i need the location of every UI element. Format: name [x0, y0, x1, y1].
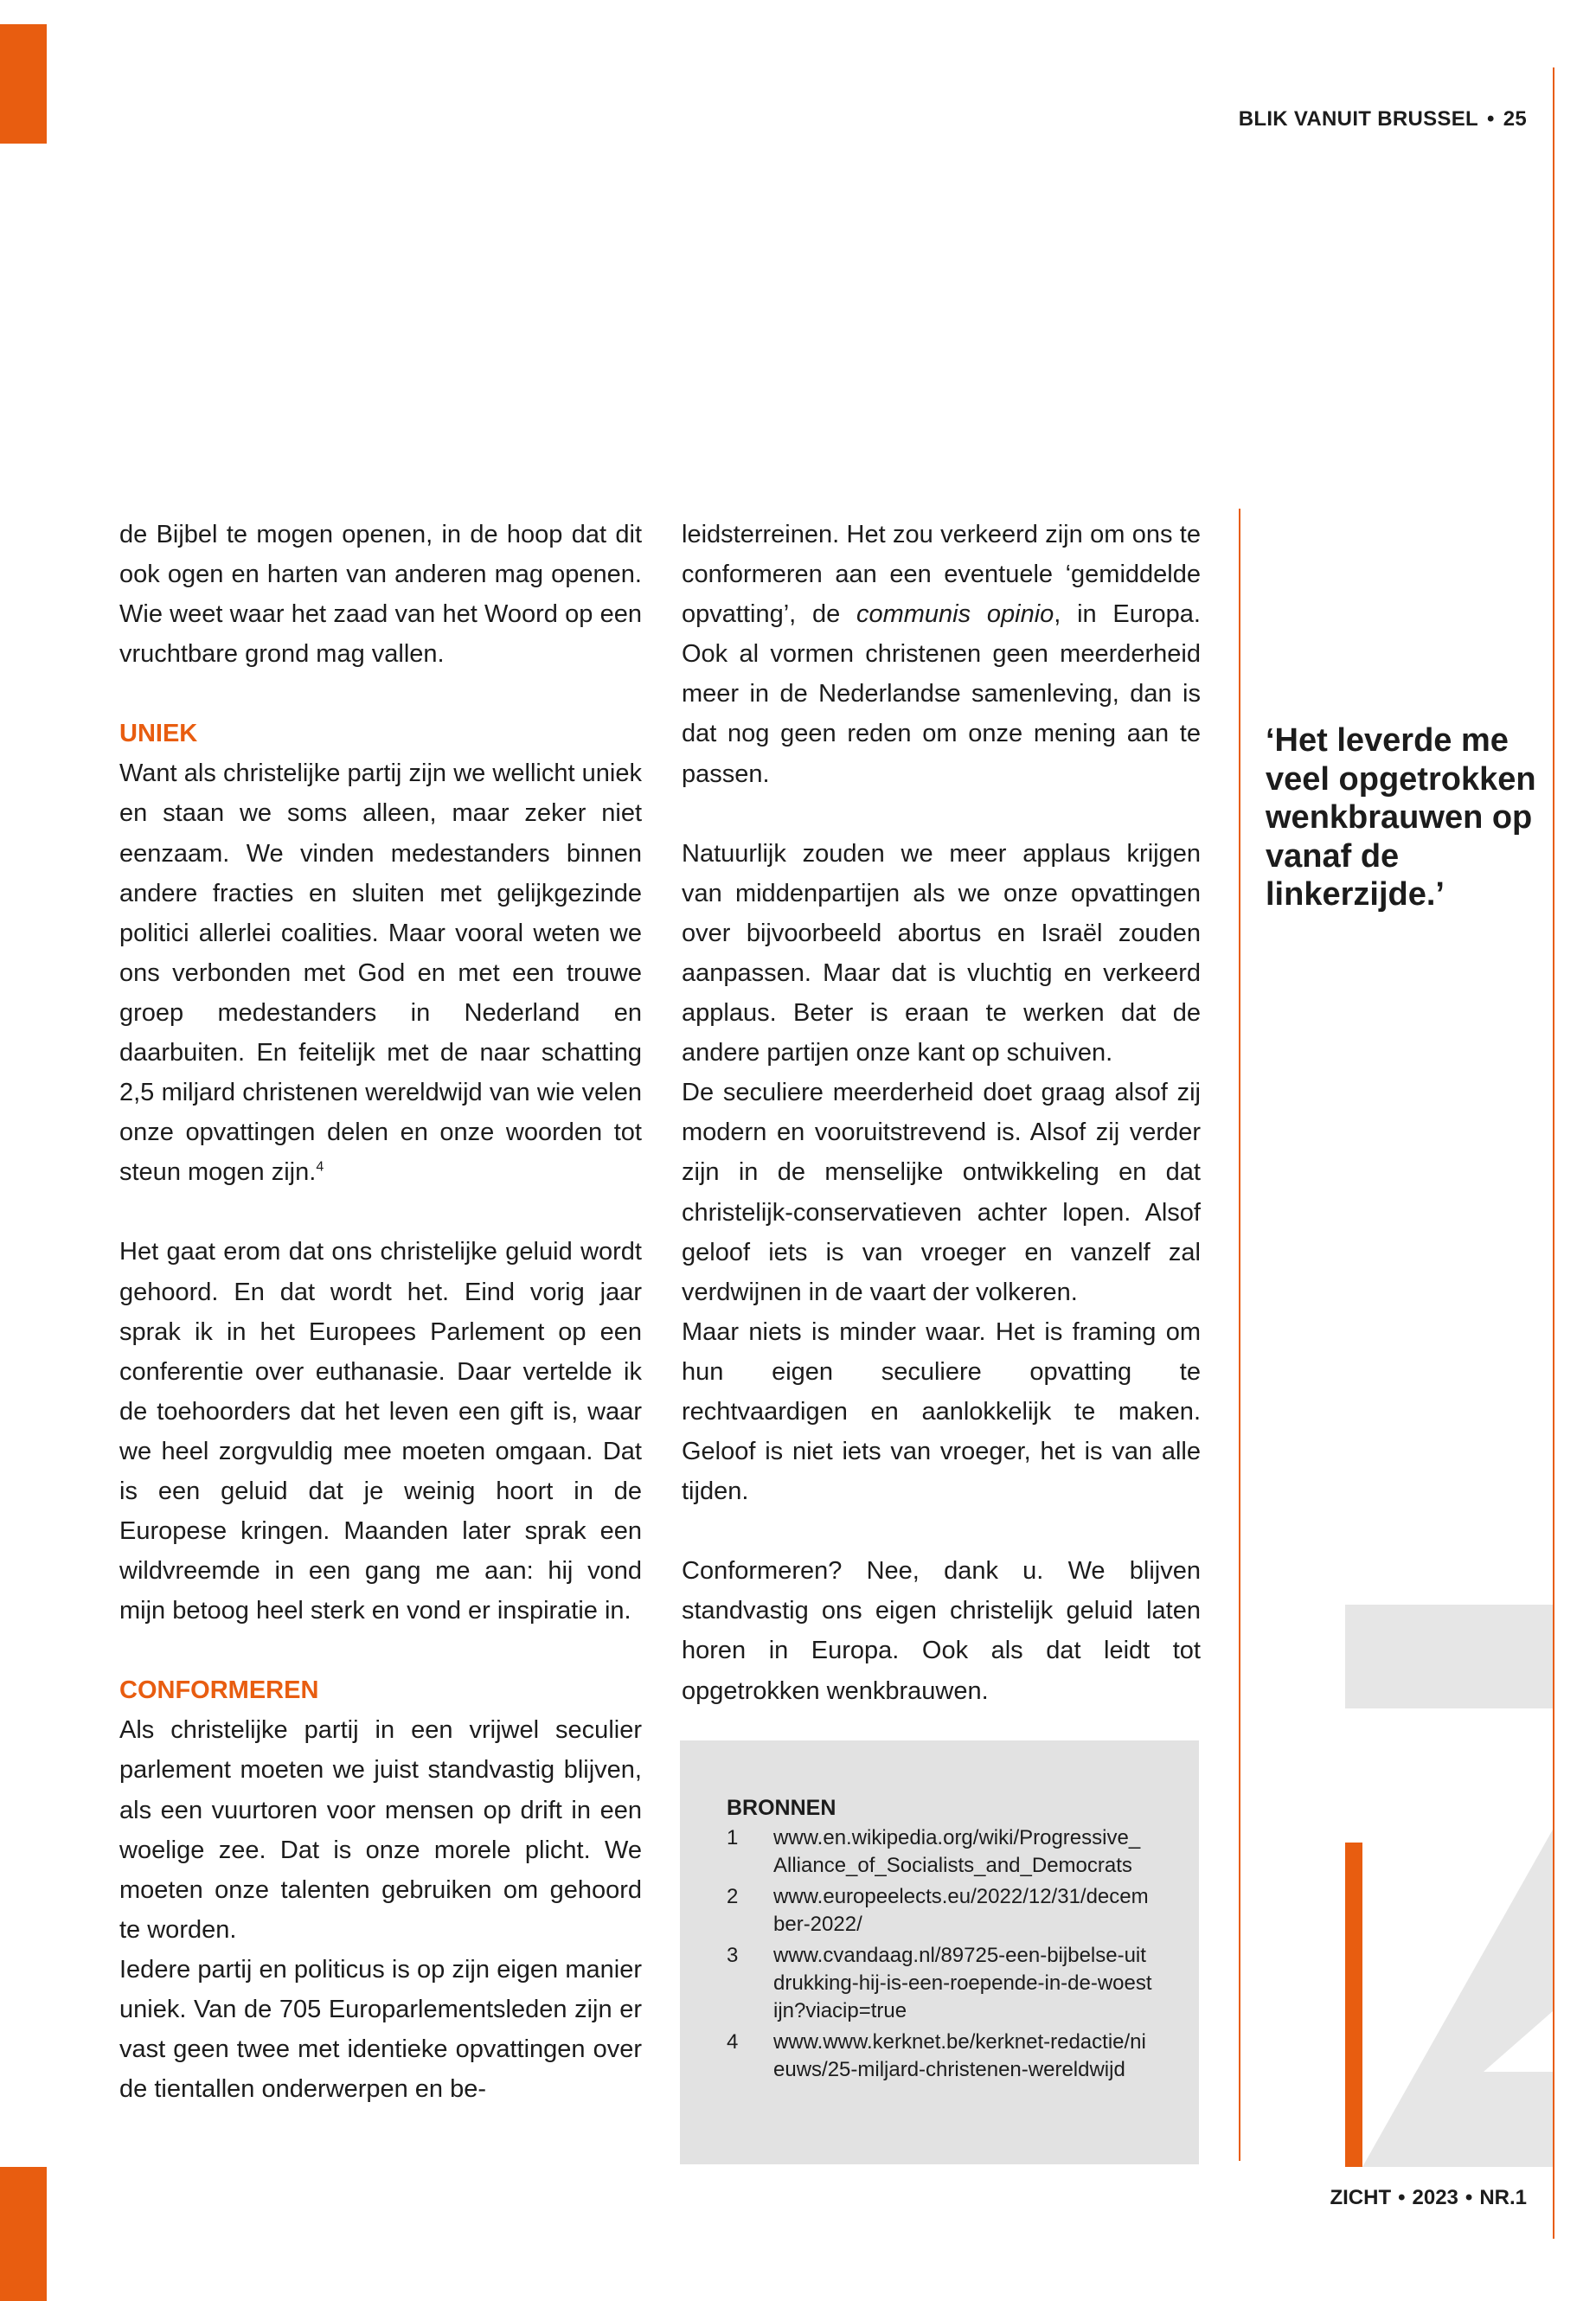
conform-paragraph — [682, 515, 1201, 794]
conclusion-paragraph: Conformeren? Nee, dank u. We blijven standvastig ons eigen christelijk geluid laten horen in Europa. Ook als dat leidt tot opgetrokken wenkbrauwen. — [682, 1557, 1201, 1705]
bottom-left-accent-bar — [0, 2167, 47, 2301]
uniek-paragraph — [119, 753, 642, 1192]
uniek-text: Want als christelijke partij zijn we wellicht uniek en staan we soms alleen, maar zeker niet eenzaam. We vinden medestanders binnen andere fracties en sluiten met gelijkgezinde politici allerlei coalities. Maar vooral weten we ons verbonden met God en met een trouwe groep medestanders in Nederland en daarbuiten. En feitelijk met de naar schatting 2,5 miljard christenen wereldwijd van wie velen onze opvattingen delen en onze woorden tot steun mogen zijn. — [119, 760, 642, 1187]
issue-number: NR.1 — [1479, 2186, 1527, 2209]
header-separator: • — [1487, 107, 1495, 131]
source-number: 4 — [727, 2030, 739, 2054]
applaus-paragraph: Natuurlijk zouden we meer applaus krijgen van middenpartijen als we onze opvattingen over bijvoorbeeld abortus en Israël zouden aanpassen. Maar dat is vluchtig en verkeerd applaus. Beter is eraan te werken dat de andere partijen onze kant op schuiven. — [682, 839, 1201, 1067]
decorative-z-graphic — [1345, 1605, 1553, 2167]
conform-text-end: , in Europa. Ook al vormen christenen geen meerderheid meer in de Nederlandse samenleving, dan is dat nog geen reden om onze mening aan te passen. — [682, 600, 1201, 788]
deco-orange-bar — [1345, 1843, 1362, 2167]
source-link[interactable]: www.cvandaag.nl/89725-een-bijbelse-uitdrukking-hij-is-een-roepende-in-de-woestijn?viacip=true — [773, 1944, 1152, 2022]
intro-paragraph: de Bijbel te mogen openen, in de hoop dat dit ook ogen en harten van anderen mag openen. Wie weet waar het zaad van het Woord op een vruchtbare grond mag vallen. — [119, 521, 642, 669]
magazine-name: ZICHT — [1330, 2186, 1392, 2209]
footnote-reference: 4 — [316, 1159, 324, 1175]
source-item — [727, 1883, 1164, 1939]
issue-year: 2023 — [1412, 2186, 1458, 2209]
footer-separator: • — [1398, 2186, 1406, 2209]
deco-gray-top-block — [1345, 1605, 1553, 1708]
deco-gray-diagonal — [1362, 1830, 1553, 2167]
source-number: 1 — [727, 1826, 739, 1849]
pull-quote: ‘Het leverde me veel opgetrokken wenkbrauwen op vanaf de linkerzijde.’ — [1266, 722, 1536, 913]
seculier-paragraph: De seculiere meerderheid doet graag alsof zij modern en vooruitstrevend is. Alsof zij verder zijn in de menselijke ontwikkeling en dat christelijk-conservatieven achter lopen. Alsof geloof iets is van vroeger en vanzelf zal verdwijnen in de vaart der volkeren. — [682, 1079, 1201, 1306]
source-link[interactable]: www.www.kerknet.be/kerknet-redactie/nieuws/25-miljard-christenen-wereldwijd — [773, 2030, 1146, 2081]
source-link[interactable]: www.en.wikipedia.org/wiki/Progressive_Alliance_of_Socialists_and_Democrats — [773, 1826, 1141, 1877]
right-page-rule — [1553, 67, 1554, 2239]
section-title: BLIK VANUIT BRUSSEL — [1238, 107, 1478, 131]
source-item — [727, 2029, 1164, 2084]
framing-paragraph: Maar niets is minder waar. Het is framing om hun eigen seculiere opvatting te rechtvaardigen en aanlokkelijk te maken. Geloof is niet iets van vroeger, het is van alle tijden. — [682, 1317, 1201, 1506]
source-number: 3 — [727, 1944, 739, 1967]
heading-uniek: UNIEK — [119, 720, 198, 748]
partij-paragraph: Iedere partij en politicus is op zijn eigen manier uniek. Van de 705 Europarlementsleden zijn er vast geen twee met identieke opvattingen over de tientallen onderwerpen en be- — [119, 1955, 642, 2104]
quote-column-rule — [1239, 509, 1240, 2161]
footer-separator: • — [1465, 2186, 1473, 2209]
source-item — [727, 1824, 1164, 1880]
middle-text-column — [682, 515, 1201, 1711]
source-number: 2 — [727, 1885, 739, 1908]
top-left-accent-bar — [0, 24, 47, 144]
source-link[interactable]: www.europeelects.eu/2022/12/31/december-2022/ — [773, 1885, 1149, 1936]
left-text-column — [119, 515, 642, 2109]
sources-box — [680, 1740, 1199, 2164]
conform-text-start: leidsterreinen. Het zou verkeerd zijn om ons te conformeren aan een eventuele ‘gemiddelde opvatting’, de — [682, 521, 1201, 629]
running-footer — [1330, 2186, 1527, 2210]
page-number: 25 — [1503, 107, 1527, 131]
communis-opinio-italic: communis opinio — [856, 600, 1054, 629]
source-item — [727, 1942, 1164, 2025]
heading-conformeren: CONFORMEREN — [119, 1676, 319, 1705]
geluid-paragraph: Het gaat erom dat ons christelijke geluid wordt gehoord. En dat wordt het. Eind vorig jaar sprak ik in het Europees Parlement op een conferentie over euthanasie. Daar vertelde ik de toehoorders dat het leven een gift is, waar we heel zorgvuldig mee moeten omgaan. Dat is een geluid dat je weinig hoort in de Europese kringen. Maanden later sprak een wildvreemde in een gang me aan: hij vond mijn betoog heel sterk en vond er inspiratie in. — [119, 1238, 642, 1625]
running-header — [1239, 107, 1527, 131]
sources-title: BRONNEN — [727, 1796, 836, 1820]
conformeren-paragraph: Als christelijke partij in een vrijwel seculier parlement moeten we juist standvastig blijven, als een vuurtoren voor mensen op drift in een woelige zee. Dat is onze morele plicht. We moeten onze talenten gebruiken om gehoord te worden. — [119, 1716, 642, 1944]
